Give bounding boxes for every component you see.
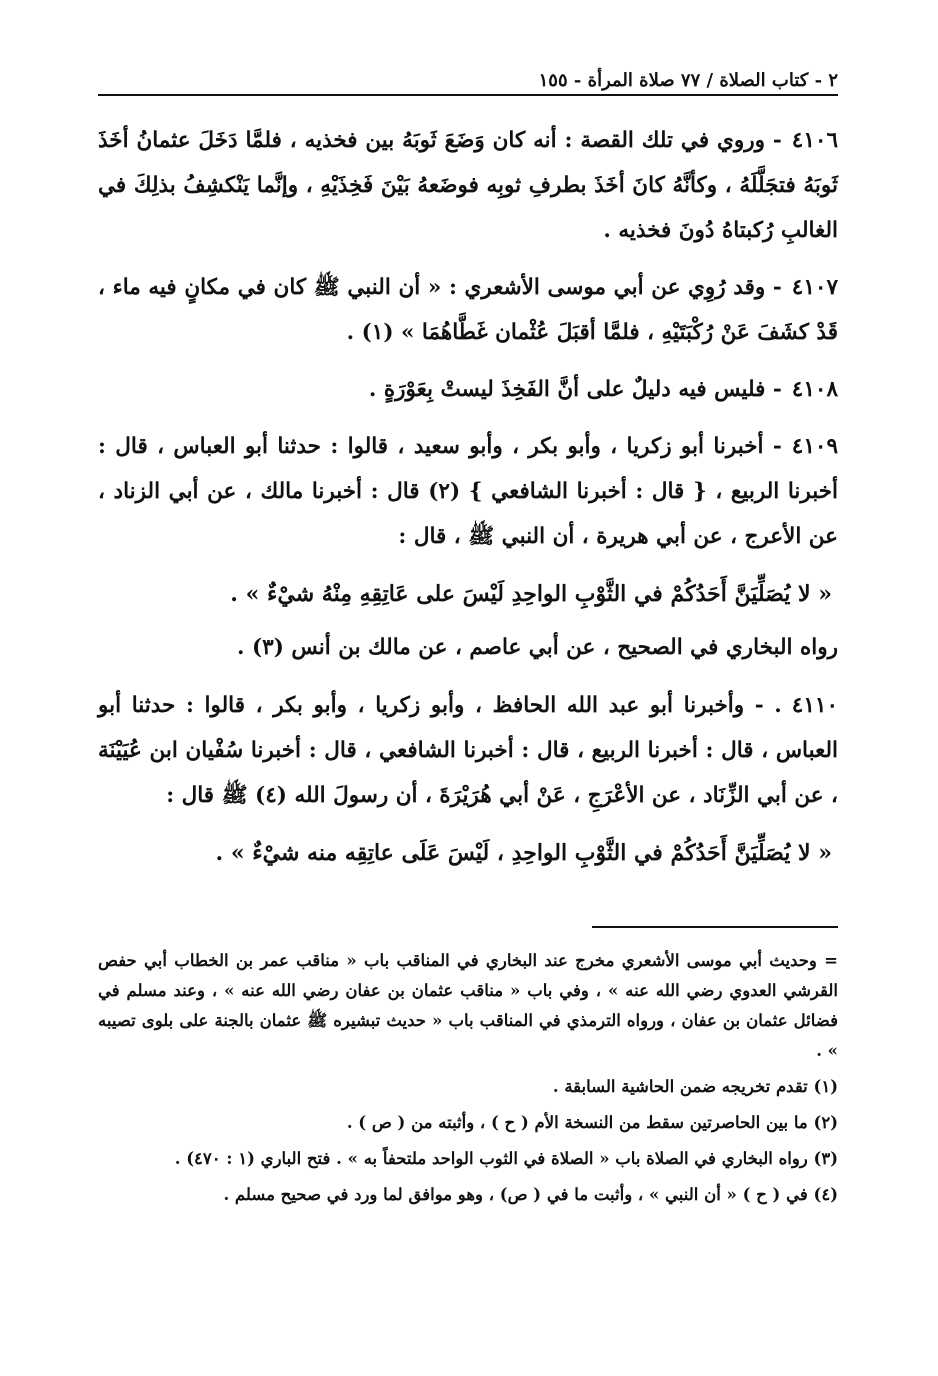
running-header: ٢ - كتاب الصلاة / ٧٧ صلاة المرأة - ١٥٥ [98,70,838,96]
paragraph-4107 [98,265,838,355]
paragraph-4106 [98,118,838,253]
paragraph-number: ٤١٠٩ [791,434,838,459]
paragraph-text: - وقد رُوِي عن أبي موسى الأشعري : « أن النبي ﷺ كان في مكانٍ فيه ماء ، قَدْ كشَفَ عَنْ رُكْبَتَيْهِ ، فلمَّا أقبَلَ عُثْمان غَطَّاهُمَا » (١) . [98,275,838,345]
footnotes [98,946,838,1216]
paragraph-number: ٤١١٠ [791,693,838,718]
footnote-2: (٢) ما بين الحاصرتين سقط من النسخة الأم ( ح ) ، وأثبته من ( ص ) . [346,1113,838,1132]
hadith-quote-1: « لا يُصَلِّيَنَّ أَحَدُكُمْ في الثَّوْبِ الواحِدِ لَيْسَ على عَاتِقِهِ مِنْهُ شيْءٌ » . [230,581,832,607]
paragraph-text: - أخبرنا أبو زكريا ، وأبو بكر ، وأبو سعيد ، قالوا : حدثنا أبو العباس ، قال : أخبرنا الربيع ، { قال : أخبرنا الشافعي } (٢) قال : أخبرنا مالك ، عن أبي الزناد ، عن الأعرج ، عن أبي هريرة ، أن النبي ﷺ ، قال : [98,434,838,549]
paragraph-number: ٤١٠٨ [791,377,838,402]
footnote-4: (٤) في ( ح ) « أن النبي » ، وأثبت ما في ( ص) ، وهو موافق لما ورد في صحيح مسلم . [223,1185,838,1204]
hadith-quote-2: « لا يُصَلِّيَنَّ أَحَدُكُمْ في الثَّوْبِ الواحِدِ ، لَيْسَ عَلَى عاتِقِه منه شيْءٌ » . [215,840,832,866]
paragraph-number: ٤١٠٦ [791,128,838,153]
footnote-3: (٣) رواه البخاري في الصلاة باب « الصلاة في الثوب الواحد ملتحفاً به » . فتح الباري (١ : ٤٧٠) . [174,1149,838,1168]
paragraph-text: - فليس فيه دليلٌ على أنَّ الفَخِذَ ليستْ بِعَوْرَةٍ . [368,377,782,402]
paragraph-4109 [98,424,838,559]
paragraph-text: . - وأخبرنا أبو عبد الله الحافظ ، وأبو زكريا ، وأبو بكر ، قالوا : حدثنا أبو العباس ، قال : أخبرنا الربيع ، قال : أخبرنا الشافعي ، قال : أخبرنا سُفْيان ابن عُيَيْنَة ، عن أبي الزِّنَاد ، عن الأعْرَجِ ، عَنْ أبي هُرَيْرَةَ ، أن رسولَ الله (٤) ﷺ قال : [98,693,838,808]
paragraph-4110 [98,683,838,818]
main-text [98,118,838,884]
narration-line: رواه البخاري في الصحيح ، عن أبي عاصم ، عن مالك بن أنس (٣) . [236,635,838,660]
footnote-continued: = وحديث أبي موسى الأشعري مخرج عند البخاري في المناقب باب « مناقب عمر بن الخطاب أبي حفص القرشي العدوي رضي الله عنه » ، وفي باب « مناقب عثمان بن عفان رضي الله عنه » ، وعند مسلم في فضائل عثمان بن عفان ، ورواه الترمذي في المناقب باب « حديث تبشيره ﷺ عثمان بالجنة على بلوى تصيبه » . [98,951,838,1060]
paragraph-text: - وروي في تلك القصة : أنه كان وَضَعَ ثَوبَهُ بين فخذيه ، فلمَّا دَخَلَ عثمانُ أخَذَ ثَوبَهُ فتجَلَّلَهُ ، وكأنَّهُ كانَ أخَذَ بطرفِ ثوبِه فوضَعهُ بَيْنَ فَخِذَيْهِ ، وإنَّما يَنْكشِفُ بذلِكَ في الغالبِ رُكبتاهُ دُونَ فخذيه . [98,128,838,243]
paragraph-number: ٤١٠٧ [791,275,838,300]
footnote-1: (١) تقدم تخريجه ضمن الحاشية السابقة . [552,1077,838,1096]
paragraph-4108 [98,367,838,412]
footnote-separator [592,926,838,928]
